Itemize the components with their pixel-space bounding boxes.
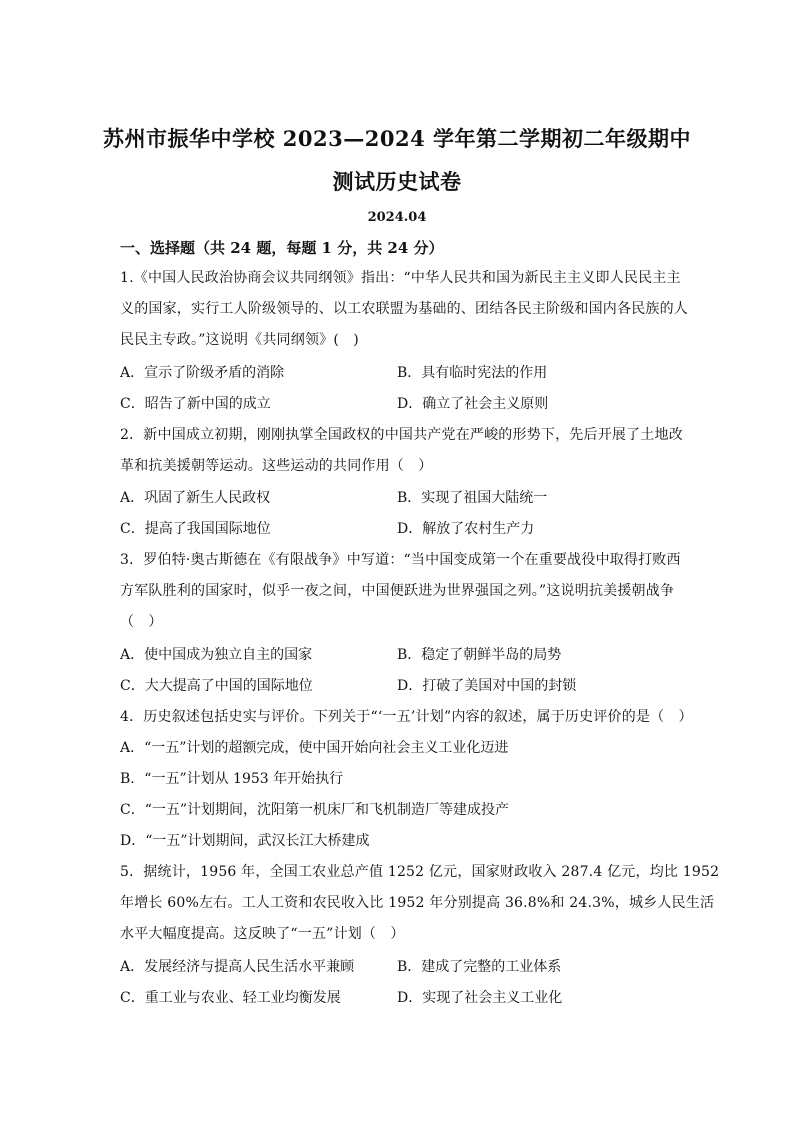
question-4-option-a: A．“一五”计划的超额完成，使中国开始向社会主义工业化迈进 [120, 740, 509, 756]
question-3-option-d: D．打破了美国对中国的封锁 [397, 678, 577, 694]
question-2-option-a: A．巩固了新生人民政权 [120, 490, 271, 506]
question-3-option-a: A．使中国成为独立自主的国家 [120, 647, 313, 663]
question-2-option-d: D．解放了农村生产力 [397, 521, 535, 537]
question-3-line-1: 3．罗伯特·奥古斯德在《有限战争》中写道：“当中国变成第一个在重要战役中取得打败西 [120, 552, 681, 568]
question-5-line-2: 年增长 60%左右。工人工资和农民收入比 1952 年分别提高 36.8%和 24.3%，城乡人民生活 [120, 895, 715, 911]
question-2-option-c: C．提高了我国国际地位 [120, 521, 271, 537]
exam-date: 2024.04 [367, 210, 427, 225]
question-5-line-3: 水平大幅度提高。这反映了“一五”计划（ ） [120, 926, 405, 942]
question-4-line-1: 4．历史叙述包括史实与评价。下列关于“‘一五’计划”内容的叙述，属于历史评价的是（ ） [120, 709, 693, 725]
question-3-option-b: B．稳定了朝鲜半岛的局势 [397, 647, 562, 663]
question-4-option-c: C．“一五”计划期间，沈阳第一机床厂和飞机制造厂等建成投产 [120, 802, 510, 818]
question-1-line-1: 1.《中国人民政治协商会议共同纲领》指出：“中华人民共和国为新民主主义即人民民主主 [120, 270, 681, 286]
question-5-option-a: A．发展经济与提高人民生活水平兼顾 [120, 959, 355, 975]
question-1-line-2: 义的国家，实行工人阶级领导的、以工农联盟为基础的、团结各民主阶级和国内各民族的人 [120, 301, 688, 317]
question-4-option-d: D．“一五”计划期间，武汉长江大桥建成 [120, 833, 370, 849]
question-4-option-b: B．“一五”计划从 1953 年开始执行 [120, 771, 344, 787]
question-3-line-2: 方军队胜利的国家时，似乎一夜之间，中国便跃进为世界强国之列。”这说明抗美援朝战争 [120, 583, 675, 599]
question-5-line-1: 5．据统计，1956 年，全国工农业总产值 1252 亿元，国家财政收入 287.4 亿元，均比 1952 [120, 864, 720, 880]
section-heading: 一、选择题（共 24 题，每题 1 分，共 24 分） [120, 239, 444, 257]
question-1-option-a: A．宣示了阶级矛盾的消除 [120, 365, 285, 381]
question-2-line-1: 2．新中国成立初期，刚刚执掌全国政权的中国共产党在严峻的形势下，先后开展了土地改 [120, 427, 683, 443]
question-1-option-b: B．具有临时宪法的作用 [397, 365, 548, 381]
question-5-option-b: B．建成了完整的工业体系 [397, 959, 562, 975]
exam-title-line2: 测试历史试卷 [332, 169, 462, 194]
question-1-option-d: D．确立了社会主义原则 [397, 396, 549, 412]
question-2-line-2: 革和抗美援朝等运动。这些运动的共同作用（ ） [120, 458, 433, 474]
question-3-option-c: C．大大提高了中国的国际地位 [120, 678, 313, 694]
exam-title-line1: 苏州市振华中学校 2023—2024 学年第二学期初二年级期中 [102, 126, 691, 151]
question-2-option-b: B．实现了祖国大陆统一 [397, 490, 548, 506]
question-1-line-3: 民民主专政。”这说明《共同纲领》( ) [120, 332, 359, 348]
question-5-option-c: C．重工业与农业、轻工业均衡发展 [120, 990, 341, 1006]
question-3-line-3: （ ） [120, 614, 163, 630]
question-5-option-d: D．实现了社会主义工业化 [397, 990, 563, 1006]
question-1-option-c: C．昭告了新中国的成立 [120, 396, 271, 412]
